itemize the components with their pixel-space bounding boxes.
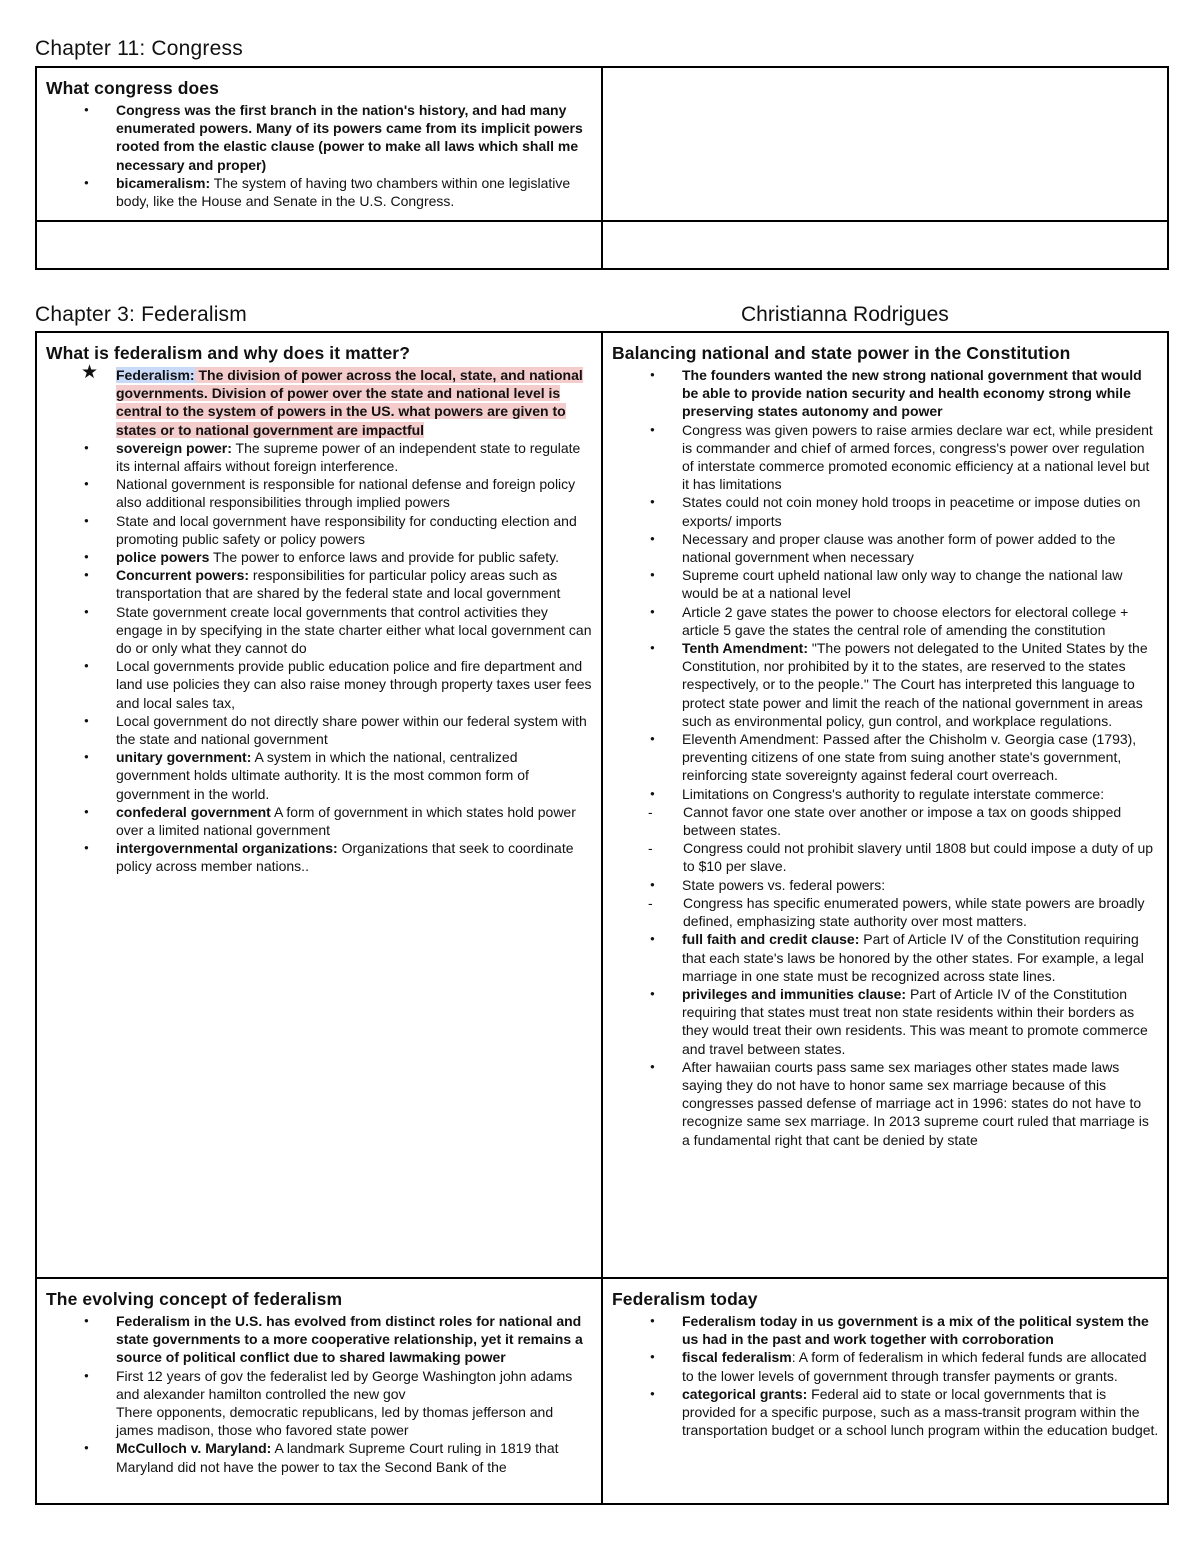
term: fiscal federalism [682, 1349, 792, 1366]
list-item [46, 657, 593, 712]
list-item [612, 493, 1159, 529]
item-text: "The powers not delegated to the United States by the Constitution, nor prohibited by it to the states, are reserved to the states respectively, or to the people." The Court has interpreted this language to protect state power and limit the reach of the national government in areas such as environmental policy, gun control, and workplace regulations. [682, 640, 1148, 729]
item-text: : A form of federalism in which federal funds are allocated to the lower levels of government through transfer payments or grants. [682, 1349, 1147, 1384]
today-cell [602, 1278, 1168, 1504]
item-text: The system of having two chambers within one legislative body, like the House and Senate in the U.S. Congress. [116, 174, 571, 210]
item-text: Article 2 gave states the power to choose electors for electoral college + article 5 gave the states the central role of amending the constitution [682, 603, 1129, 638]
item-text: Local government do not directly share power within our federal system with the state and national government [116, 712, 587, 748]
list-item [612, 530, 1159, 566]
list-item [612, 730, 1159, 785]
term: The founders wanted the new strong national government that would be able to provide nation security and health economy strong while preserving states autonomy and power [682, 367, 1142, 420]
sub-list [612, 803, 1159, 876]
list-item [46, 548, 593, 566]
item-text: A system in which the national, centralized government holds ultimate authority. It is the most common form of government in the world. [116, 749, 529, 802]
item-text: Part of Article IV of the Constitution requiring that each state's laws be honored by the other states. For example, a legal marriage in one state must be recognized across state lines. [682, 931, 1144, 984]
term: intergovernmental organizations: [116, 840, 338, 857]
term: Concurrent powers: [116, 567, 250, 584]
list-item [612, 785, 1159, 803]
item-text: Limitations on Congress's authority to regulate interstate commerce: [682, 785, 1105, 802]
sub-list-item: - Cannot favor one state over another or impose a tax on goods shipped between states. [612, 803, 1159, 839]
bullet-list [46, 439, 593, 876]
bullet-list [46, 1312, 593, 1476]
term: categorical grants: [682, 1385, 808, 1402]
list-item [612, 930, 1159, 985]
list-item [612, 1058, 1159, 1149]
list-item [46, 101, 593, 174]
list-item [46, 512, 593, 548]
author-name: Christianna Rodrigues [741, 303, 949, 326]
term: McCulloch v. Maryland: [116, 1440, 272, 1457]
item-continuation: There opponents, democratic republicans, led by thomas jefferson and james madison, those who favored state power [116, 1404, 554, 1439]
bullet-list [46, 366, 593, 439]
term: Federalism in the U.S. has evolved from distinct roles for national and state governments to a more cooperative relationship, yet it remains a source of political conflict due to shared lawmaking power [116, 1313, 583, 1366]
empty-cell [602, 221, 1168, 269]
list-item [612, 1312, 1159, 1348]
sub-list-wrapper [612, 803, 1159, 876]
list-item [612, 603, 1159, 639]
cell-heading: Federalism today [612, 1289, 758, 1309]
list-item [46, 174, 593, 210]
item-text: State and local government have responsibility for conducting election and promoting public safety or policy powers [116, 512, 577, 547]
sub-list-wrapper [612, 894, 1159, 930]
list-item [46, 1439, 593, 1475]
term: Tenth Amendment: [682, 640, 808, 657]
item-text: Supreme court upheld national law only way to change the national law would be at a national level [682, 567, 1123, 602]
item-text: State government create local governments that control activities they engage in by specifying in the state charter either what local government can do or only what they cannot do [116, 603, 592, 657]
item-text: Organizations that seek to coordinate policy across member nations.. [116, 840, 574, 875]
item-text: The supreme power of an independent state to regulate its internal affairs without foreign interference. [116, 439, 581, 475]
cell-heading: What congress does [46, 78, 219, 98]
cell-heading: What is federalism and why does it matter? [46, 343, 411, 363]
evolving-cell [36, 1278, 602, 1504]
list-item [46, 1312, 593, 1367]
list-item [46, 475, 593, 511]
term: bicameralism: [116, 174, 211, 191]
term: police powers [116, 549, 210, 566]
item-text: After hawaiian courts pass same sex mariages other states made laws saying they do not have to honor same sex marriage because of this congresses passed defense of marriage act in 1996: states do not have to recognize same sex marriage. In 2013 supreme court ruled that marriage is a fundamental right that cant be denied by state [682, 1058, 1149, 1148]
term: unitary government: [116, 749, 252, 766]
congress-cell [36, 67, 602, 221]
list-item [612, 876, 1159, 894]
list-item [612, 421, 1159, 494]
list-item [46, 712, 593, 748]
item-text: Local governments provide public education police and fire department and land use policies they can also raise money through property taxes user fees and local sales tax, [116, 658, 592, 711]
sub-list-item: - Congress could not prohibit slavery until 1808 but could impose a duty of up to $10 per slave. [612, 839, 1159, 875]
item-text: National government is responsible for national defense and foreign policy also additional responsibilities through implied powers [116, 476, 576, 511]
term: confederal government [116, 803, 271, 820]
item-text: First 12 years of gov the federalist led by George Washington john adams and alexander hamilton controlled the new gov [116, 1367, 573, 1402]
list-item [612, 985, 1159, 1058]
balancing-cell [602, 332, 1168, 1278]
empty-cell [36, 221, 602, 269]
item-text: A landmark Supreme Court ruling in 1819 that Maryland did not have the power to tax the Second Bank of the [116, 1440, 559, 1475]
item-text: Federal aid to state or local governments that is provided for a specific purpose, such as a mass-transit program within the transportation budget or a school lunch program within the education budget. [682, 1385, 1159, 1439]
star-list-item [46, 366, 593, 439]
list-item [46, 603, 593, 658]
sub-list [612, 894, 1159, 930]
bullet-list [612, 366, 1159, 1149]
list-item [612, 566, 1159, 602]
term: sovereign power: [116, 439, 232, 456]
list-item [46, 566, 593, 602]
item-text: responsibilities for particular policy areas such as transportation that are shared by the federal state and local government [116, 567, 561, 602]
list-item [46, 439, 593, 475]
item-text: Eleventh Amendment: Passed after the Chisholm v. Georgia case (1793), preventing citizens of one state from suing another state's government, reinforcing state sovereignty against federal court overreach. [682, 731, 1137, 784]
chapter3-table [35, 331, 1169, 1505]
item-text: States could not coin money hold troops in peacetime or impose duties on exports/ imports [682, 494, 1141, 529]
item-text: The power to enforce laws and provide for public safety. [209, 549, 560, 566]
list-item [612, 366, 1159, 421]
federalism-cell [36, 332, 602, 1278]
bullet-list [612, 1312, 1159, 1439]
item-text: A form of government in which states hold power over a limited national government [116, 803, 576, 839]
list-item [612, 639, 1159, 730]
list-item [46, 1367, 593, 1440]
term: Federalism today in us government is a mix of the political system the us had in the past and work together with corroboration [682, 1313, 1149, 1348]
highlighted-term: Federalism: [116, 367, 195, 383]
item-text: Part of Article IV of the Constitution requiring that states must treat non state residents within their borders as they would treat their own residents. This was meant to promote commerce and travel between states. [682, 985, 1148, 1057]
list-item [612, 1385, 1159, 1440]
item-text: State powers vs. federal powers: [682, 876, 886, 893]
list-item [612, 1348, 1159, 1384]
highlighted-definition: The division of power across the local, state, and national governments. Division of power over the state and national level is central to the system of powers in the US. what powers are given to states or to national government are impactful [116, 367, 583, 438]
chapter11-title: Chapter 11: Congress [35, 37, 243, 60]
list-item [46, 803, 593, 839]
empty-cell [602, 67, 1168, 221]
cell-heading: The evolving concept of federalism [46, 1289, 343, 1309]
term: Congress was the first branch in the nation's history, and had many enumerated powers. Many of its powers came from its implicit powers rooted from the elastic clause (power to make all laws which shall me necessary and proper) [116, 102, 583, 173]
cell-heading: Balancing national and state power in the Constitution [612, 343, 1071, 363]
list-item [46, 748, 593, 803]
item-text: Necessary and proper clause was another form of power added to the national government when necessary [682, 530, 1116, 566]
chapter11-table [35, 66, 1169, 270]
term: full faith and credit clause: [682, 931, 860, 948]
bullet-list [46, 101, 593, 210]
sub-list-item: - Congress has specific enumerated powers, while state powers are broadly defined, emphasizing state authority over most matters. [612, 894, 1159, 930]
chapter3-title: Chapter 3: Federalism [35, 303, 247, 326]
list-item [46, 839, 593, 875]
term: privileges and immunities clause: [682, 985, 907, 1002]
item-text: Congress was given powers to raise armies declare war ect, while president is commander and chief of armed forces, congress's power over regulation of interstate commerce promoted economic efficiency at a national level but it has limitations [682, 421, 1153, 493]
